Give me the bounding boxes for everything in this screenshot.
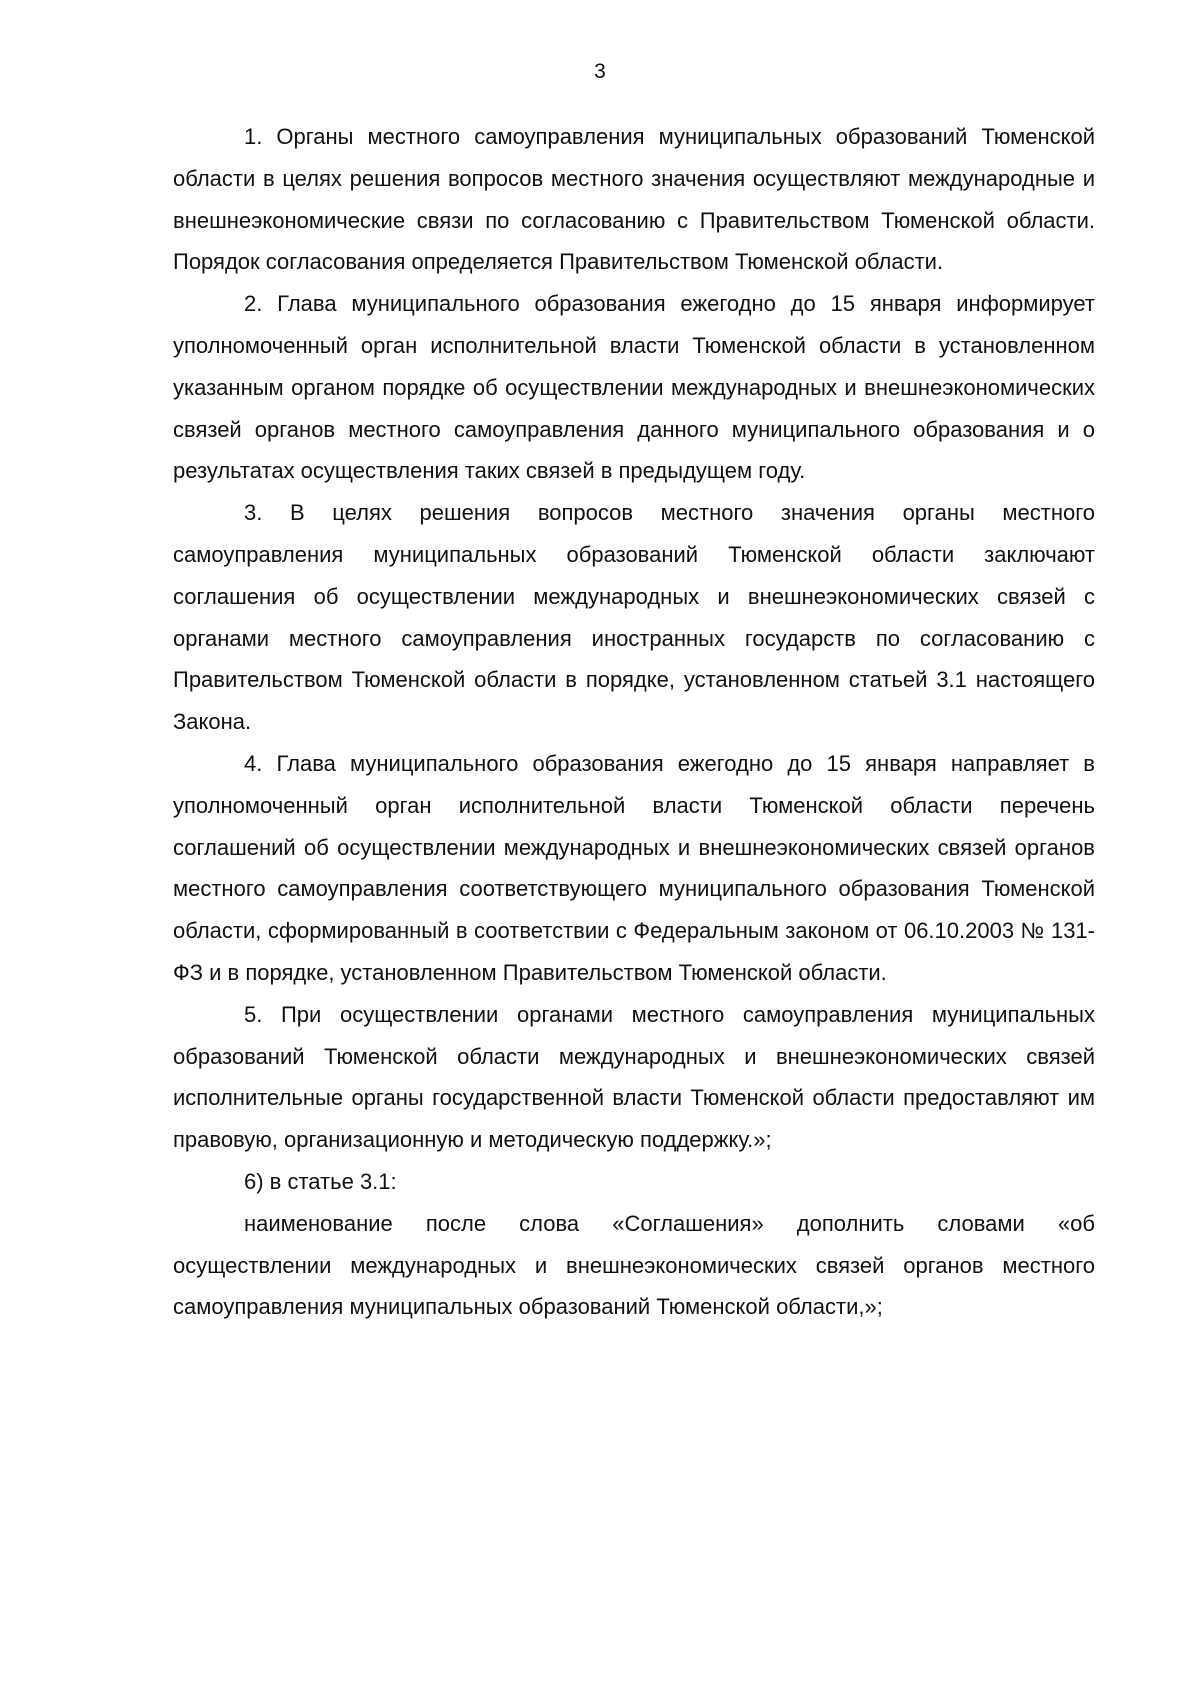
paragraph-4: 4. Глава муниципального образования ежегодно до 15 января направляет в уполномоченный орган исполнительной власти Тюменской области перечень соглашений об осуществлении международных и внешнеэкономических связей органов местного самоуправления соответствующего муниципального образования Тюменской области, сформированный в соответствии с Федеральным законом от 06.10.2003 № 131-ФЗ и в порядке, установленном Правительством Тюменской области.: [173, 750, 1095, 985]
paragraph-6: 6) в статье 3.1:: [244, 1168, 397, 1194]
paragraph-2: 2. Глава муниципального образования ежегодно до 15 января информирует уполномоченный орган исполнительной власти Тюменской области в установленном указанным органом порядке об осуществлении международных и внешнеэкономических связей органов местного самоуправления данного муниципального образования и о результатах осуществления таких связей в предыдущем году.: [173, 291, 1095, 484]
paragraph-7: наименование после слова «Соглашения» дополнить словами «об осуществлении международных и внешнеэкономических связей органов местного самоуправления муниципальных образований Тюменской области,»;: [173, 1210, 1095, 1320]
paragraph-3: 3. В целях решения вопросов местного значения органы местного самоуправления муниципальных образований Тюменской области заключают соглашения об осуществлении международных и внешнеэкономических связей с органами местного самоуправления иностранных государств по согласованию с Правительством Тюменской области в порядке, установленном статьей 3.1 настоящего Закона.: [173, 500, 1095, 735]
page-number: 3: [594, 60, 606, 83]
document-body: [173, 116, 1095, 1328]
paragraph-5: 5. При осуществлении органами местного самоуправления муниципальных образований Тюменской области международных и внешнеэкономических связей исполнительные органы государственной власти Тюменской области предоставляют им правовую, организационную и методическую поддержку.»;: [173, 1001, 1095, 1153]
paragraph-1: 1. Органы местного самоуправления муниципальных образований Тюменской области в целях решения вопросов местного значения осуществляют международные и внешнеэкономические связи по согласованию с Правительством Тюменской области. Порядок согласования определяется Правительством Тюменской области.: [173, 124, 1095, 275]
